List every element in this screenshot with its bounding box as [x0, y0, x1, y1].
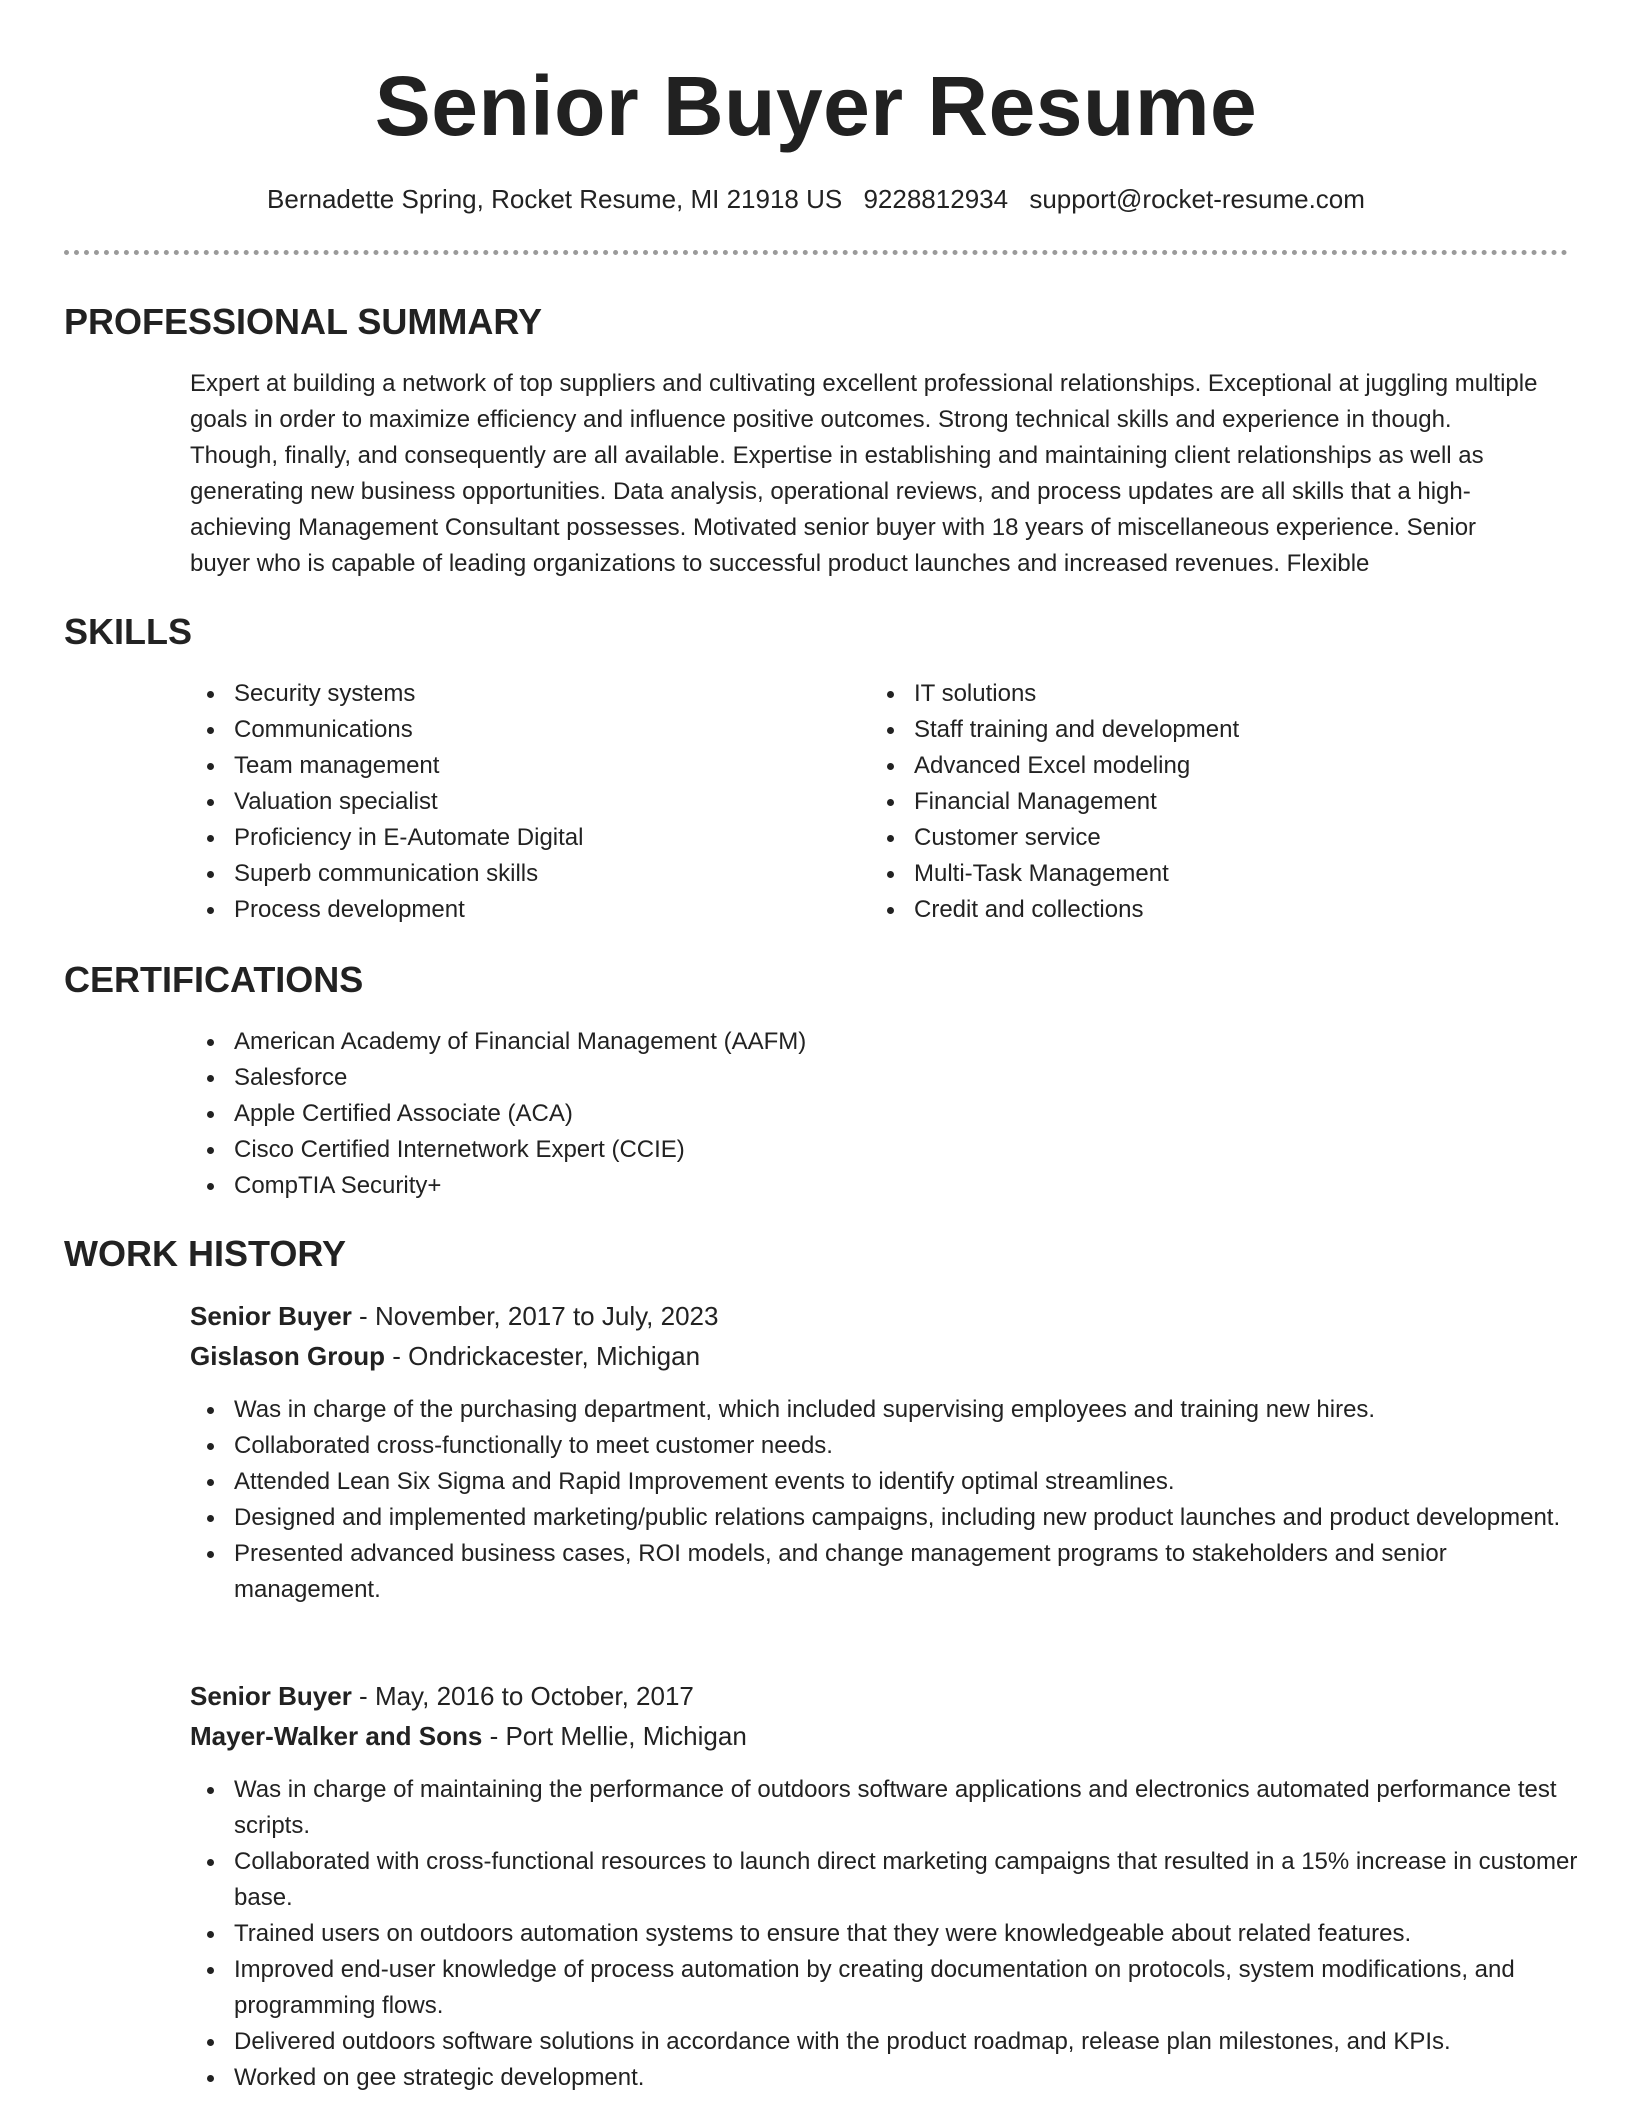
job-company: Gislason Group — [190, 1341, 386, 1371]
certification-item: American Academy of Financial Management (AAFM) — [234, 1024, 1534, 1060]
job-location: Port Mellie, Michigan — [505, 1721, 747, 1751]
skill-item: Process development — [234, 892, 854, 928]
job-bullet: Collaborated with cross-functional resources to launch direct marketing campaigns that resulted in a 15% increase in customer base. — [234, 1844, 1584, 1916]
skill-item: Multi-Task Management — [914, 856, 1534, 892]
skill-item: Staff training and development — [914, 712, 1534, 748]
contact-address: Bernadette Spring, Rocket Resume, MI 21918 US — [267, 184, 843, 214]
skill-item: IT solutions — [914, 676, 1534, 712]
certification-item: Apple Certified Associate (ACA) — [234, 1096, 1534, 1132]
section-title-work-history: WORK HISTORY — [64, 1233, 347, 1274]
job-dates: May, 2016 to October, 2017 — [374, 1681, 694, 1711]
job-bullet: Worked on gee strategic development. — [234, 2060, 1584, 2096]
job-bullet: Improved end-user knowledge of process automation by creating documentation on protocols, system modifications, and programming flows. — [234, 1952, 1584, 2024]
job-location: Ondrickacester, Michigan — [408, 1341, 701, 1371]
skill-item: Security systems — [234, 676, 854, 712]
skill-item: Financial Management — [914, 784, 1534, 820]
certification-item: Cisco Certified Internetwork Expert (CCIE) — [234, 1132, 1534, 1168]
summary-text: Expert at building a network of top suppliers and cultivating excellent professional relationships. Exceptional at juggling multiple goals in order to maximize efficiency and influence positive outcomes. Strong technical skills and experience in though. Though, finally, and consequently are all available. Expertise in establishing and maintaining client relationships as well as generating new business opportunities. Data analysis, operational reviews, and process updates are all skills that a high-achieving Management Consultant possesses. Motivated senior buyer with 18 years of miscellaneous experience. Senior buyer who is capable of leading organizations to successful product launches and increased revenues. Flexible — [190, 370, 1538, 577]
job-bullet: Collaborated cross-functionally to meet customer needs. — [234, 1428, 1584, 1464]
job-bullet: Attended Lean Six Sigma and Rapid Improvement events to identify optimal streamlines. — [234, 1464, 1584, 1500]
skill-item: Proficiency in E-Automate Digital — [234, 820, 854, 856]
job-title: Senior Buyer — [190, 1681, 352, 1711]
skills-list-left — [190, 676, 854, 928]
job-bullet: Delivered outdoors software solutions in accordance with the product roadmap, release plan milestones, and KPIs. — [234, 2024, 1584, 2060]
job-company: Mayer-Walker and Sons — [190, 1721, 483, 1751]
certification-item: CompTIA Security+ — [234, 1168, 1534, 1204]
contact-email: support@rocket-resume.com — [1029, 184, 1365, 214]
skill-item: Valuation specialist — [234, 784, 854, 820]
section-title-summary: PROFESSIONAL SUMMARY — [64, 301, 543, 342]
skill-item: Superb communication skills — [234, 856, 854, 892]
skill-item: Credit and collections — [914, 892, 1534, 928]
section-title-skills: SKILLS — [64, 611, 193, 652]
skill-item: Communications — [234, 712, 854, 748]
job-bullets — [190, 1392, 1584, 1608]
resume-title: Senior Buyer Resume — [374, 59, 1258, 153]
certifications-list — [190, 1024, 1534, 1204]
job-bullet: Presented advanced business cases, ROI models, and change management programs to stakeholders and senior management. — [234, 1536, 1584, 1608]
job-company-line: Gislason Group - Ondrickacester, Michigan — [190, 1341, 701, 1371]
job-bullet: Trained users on outdoors automation systems to ensure that they were knowledgeable about related features. — [234, 1916, 1584, 1952]
job-company-line: Mayer-Walker and Sons - Port Mellie, Michigan — [190, 1721, 747, 1751]
skills-list-right — [870, 676, 1534, 928]
section-title-certifications: CERTIFICATIONS — [64, 959, 364, 1000]
job-bullet: Designed and implemented marketing/public relations campaigns, including new product launches and product development. — [234, 1500, 1584, 1536]
job-bullet: Was in charge of maintaining the performance of outdoors software applications and electronics automated performance test scripts. — [234, 1772, 1584, 1844]
header-divider — [64, 250, 1568, 255]
certification-item: Salesforce — [234, 1060, 1534, 1096]
contact-phone: 9228812934 — [863, 184, 1009, 214]
job-title: Senior Buyer — [190, 1301, 352, 1331]
job-dates: November, 2017 to July, 2023 — [374, 1301, 719, 1331]
job-title-line: Senior Buyer - May, 2016 to October, 2017 — [190, 1681, 694, 1711]
skill-item: Advanced Excel modeling — [914, 748, 1534, 784]
skill-item: Team management — [234, 748, 854, 784]
job-bullets — [190, 1772, 1584, 2096]
contact-line — [0, 182, 1632, 216]
skill-item: Customer service — [914, 820, 1534, 856]
job-title-line: Senior Buyer - November, 2017 to July, 2023 — [190, 1301, 719, 1331]
job-bullet: Was in charge of the purchasing department, which included supervising employees and training new hires. — [234, 1392, 1584, 1428]
